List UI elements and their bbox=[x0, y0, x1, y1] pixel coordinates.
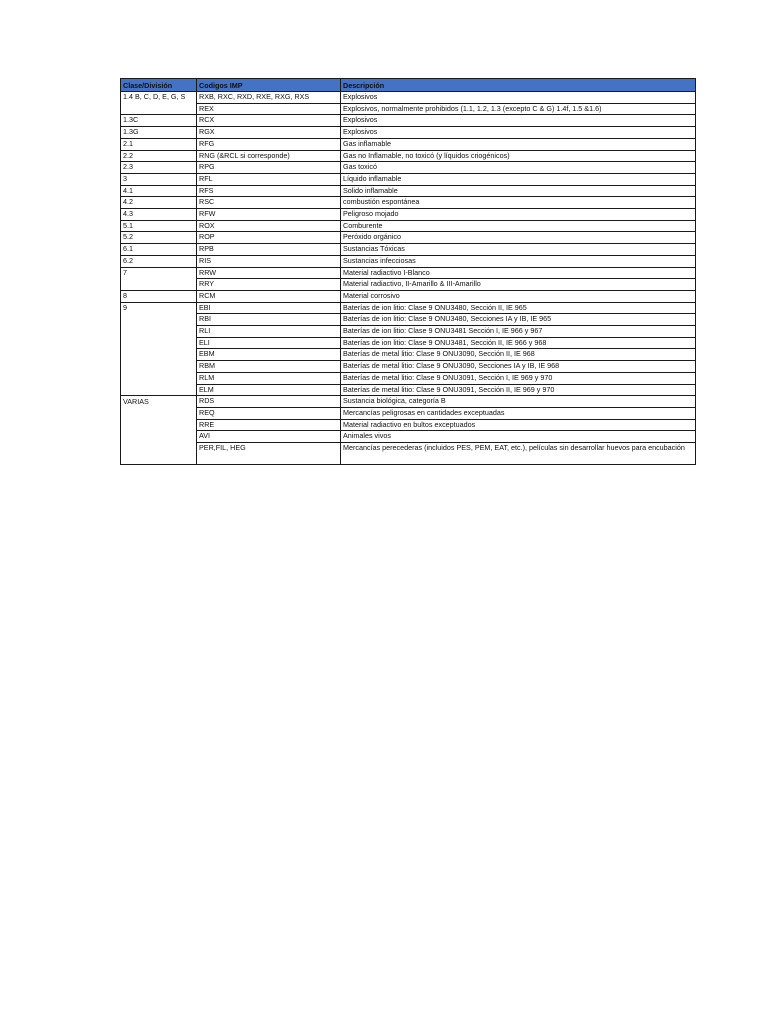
table-row bbox=[121, 220, 696, 232]
cell-descripcion: Baterías de ion litio: Clase 9 ONU3481 Sección I, IE 966 y 967 bbox=[341, 326, 696, 338]
cell-descripcion: Sustancia biológica, categoría B bbox=[341, 396, 696, 408]
cell-descripcion: Explosivos bbox=[341, 92, 696, 104]
cell-descripcion: Baterías de metal litio: Clase 9 ONU3090, Secciones IA y IB, IE 968 bbox=[341, 361, 696, 373]
cell-descripcion: Gas no Inflamable, no toxicó (y líquidos criogénicos) bbox=[341, 150, 696, 162]
table-row bbox=[121, 150, 696, 162]
cell-clase-division bbox=[121, 443, 197, 465]
cell-clase-division: 5.1 bbox=[121, 220, 197, 232]
cell-clase-division bbox=[121, 372, 197, 384]
cell-codigo-imp: RRW bbox=[197, 267, 341, 279]
cell-codigo-imp: RDS bbox=[197, 396, 341, 408]
table-row bbox=[121, 372, 696, 384]
cell-codigo-imp: ROX bbox=[197, 220, 341, 232]
table-row bbox=[121, 337, 696, 349]
cell-codigo-imp: RPB bbox=[197, 244, 341, 256]
table-row bbox=[121, 302, 696, 314]
cell-clase-division bbox=[121, 337, 197, 349]
cell-clase-division bbox=[121, 103, 197, 115]
table-row bbox=[121, 290, 696, 302]
table-row bbox=[121, 255, 696, 267]
cell-clase-division: 9 bbox=[121, 302, 197, 314]
cell-descripcion: Baterías de ion litio: Clase 9 ONU3480, Secciones IA y IB, IE 965 bbox=[341, 314, 696, 326]
cell-clase-division bbox=[121, 349, 197, 361]
cell-clase-division: 2.2 bbox=[121, 150, 197, 162]
cell-codigo-imp: PER,FIL, HEG bbox=[197, 443, 341, 465]
table-row bbox=[121, 173, 696, 185]
cell-clase-division: 1.3C bbox=[121, 115, 197, 127]
cell-codigo-imp: RPG bbox=[197, 162, 341, 174]
cell-descripcion: combustión espontánea bbox=[341, 197, 696, 209]
table-body bbox=[121, 92, 696, 465]
cell-descripcion: Explosivos, normalmente prohibidos (1.1, 1.2, 1.3 (excepto C & G) 1.4f, 1.5 &1.6) bbox=[341, 103, 696, 115]
table-row bbox=[121, 279, 696, 291]
header-codigos-imp: Codigos IMP bbox=[197, 79, 341, 92]
cell-descripcion: Solido inflamable bbox=[341, 185, 696, 197]
cell-clase-division: 4.1 bbox=[121, 185, 197, 197]
cell-clase-division: 3 bbox=[121, 173, 197, 185]
cell-clase-division: VARIAS bbox=[121, 396, 197, 408]
cell-codigo-imp: RRE bbox=[197, 419, 341, 431]
dangerous-goods-codes-table bbox=[120, 78, 696, 465]
cell-descripcion: Explosivos bbox=[341, 115, 696, 127]
cell-descripcion: Comburente bbox=[341, 220, 696, 232]
cell-codigo-imp: RNG (&RCL si corresponde) bbox=[197, 150, 341, 162]
cell-codigo-imp: RLM bbox=[197, 372, 341, 384]
cell-codigo-imp: REX bbox=[197, 103, 341, 115]
cell-codigo-imp: EBI bbox=[197, 302, 341, 314]
cell-clase-division bbox=[121, 419, 197, 431]
cell-descripcion: Sustancias Tóxicas bbox=[341, 244, 696, 256]
cell-codigo-imp: RCM bbox=[197, 290, 341, 302]
table-row bbox=[121, 407, 696, 419]
cell-descripcion: Material radiactivo, II-Amarillo & III-Amarillo bbox=[341, 279, 696, 291]
cell-clase-division: 7 bbox=[121, 267, 197, 279]
cell-descripcion: Peróxido orgánico bbox=[341, 232, 696, 244]
cell-clase-division: 2.3 bbox=[121, 162, 197, 174]
cell-descripcion: Baterías de metal litio: Clase 9 ONU3091, Sección I, IE 969 y 970 bbox=[341, 372, 696, 384]
cell-codigo-imp: ELM bbox=[197, 384, 341, 396]
table-row bbox=[121, 244, 696, 256]
cell-descripcion: Gas inflamable bbox=[341, 138, 696, 150]
table-row bbox=[121, 232, 696, 244]
cell-codigo-imp: RFL bbox=[197, 173, 341, 185]
cell-clase-division bbox=[121, 407, 197, 419]
cell-codigo-imp: REQ bbox=[197, 407, 341, 419]
cell-codigo-imp: RFG bbox=[197, 138, 341, 150]
table-row bbox=[121, 138, 696, 150]
cell-descripcion: Mercancías perecederas (incluidos PES, PEM, EAT, etc.), películas sin desarrollar huevos para encubación bbox=[341, 443, 696, 465]
cell-descripcion: Sustancias infecciosas bbox=[341, 255, 696, 267]
cell-clase-division bbox=[121, 431, 197, 443]
table-row bbox=[121, 209, 696, 221]
cell-clase-division bbox=[121, 326, 197, 338]
table-row bbox=[121, 185, 696, 197]
cell-codigo-imp: RXB, RXC, RXD, RXE, RXG, RXS bbox=[197, 92, 341, 104]
cell-descripcion: Baterías de ion litio: Clase 9 ONU3481, Sección II, IE 966 y 968 bbox=[341, 337, 696, 349]
table-row bbox=[121, 431, 696, 443]
cell-descripcion: Mercancías peligrosas en cantidades exceptuadas bbox=[341, 407, 696, 419]
cell-descripcion: Baterías de metal litio: Clase 9 ONU3090, Sección II, IE 968 bbox=[341, 349, 696, 361]
table-row bbox=[121, 127, 696, 139]
cell-codigo-imp: AVI bbox=[197, 431, 341, 443]
cell-descripcion: Peligroso mojado bbox=[341, 209, 696, 221]
cell-clase-division: 6.2 bbox=[121, 255, 197, 267]
table-row bbox=[121, 162, 696, 174]
cell-clase-division bbox=[121, 314, 197, 326]
table-row bbox=[121, 419, 696, 431]
cell-descripcion: Gas toxicó bbox=[341, 162, 696, 174]
table-row bbox=[121, 326, 696, 338]
table-row bbox=[121, 396, 696, 408]
cell-codigo-imp: RBM bbox=[197, 361, 341, 373]
cell-codigo-imp: RCX bbox=[197, 115, 341, 127]
cell-descripcion: Baterías de ion litio: Clase 9 ONU3480, Sección II, IE 965 bbox=[341, 302, 696, 314]
cell-codigo-imp: RIS bbox=[197, 255, 341, 267]
header-descripcion: Descripción bbox=[341, 79, 696, 92]
table-row bbox=[121, 443, 696, 465]
table-row bbox=[121, 267, 696, 279]
cell-codigo-imp: RGX bbox=[197, 127, 341, 139]
cell-codigo-imp: RFS bbox=[197, 185, 341, 197]
cell-codigo-imp: RBI bbox=[197, 314, 341, 326]
header-clase-division: Clase/División bbox=[121, 79, 197, 92]
table-header-row bbox=[121, 79, 696, 92]
cell-clase-division: 8 bbox=[121, 290, 197, 302]
cell-descripcion: Animales vivos bbox=[341, 431, 696, 443]
cell-clase-division: 2.1 bbox=[121, 138, 197, 150]
table-row bbox=[121, 92, 696, 104]
cell-codigo-imp: RFW bbox=[197, 209, 341, 221]
cell-clase-division: 1.4 B, C, D, E, G, S bbox=[121, 92, 197, 104]
cell-descripcion: Material radiactivo en bultos exceptuados bbox=[341, 419, 696, 431]
cell-descripcion: Material radiactivo I-Blanco bbox=[341, 267, 696, 279]
cell-descripcion: Líquido inflamable bbox=[341, 173, 696, 185]
cell-codigo-imp: EBM bbox=[197, 349, 341, 361]
cell-clase-division: 1.3G bbox=[121, 127, 197, 139]
table-row bbox=[121, 361, 696, 373]
cell-descripcion: Material corrosivo bbox=[341, 290, 696, 302]
cell-clase-division: 6.1 bbox=[121, 244, 197, 256]
cell-clase-division: 4.3 bbox=[121, 209, 197, 221]
table-row bbox=[121, 197, 696, 209]
cell-descripcion: Explosivos bbox=[341, 127, 696, 139]
table-row bbox=[121, 314, 696, 326]
cell-clase-division: 5.2 bbox=[121, 232, 197, 244]
cell-clase-division bbox=[121, 361, 197, 373]
table-row bbox=[121, 384, 696, 396]
cell-clase-division: 4.2 bbox=[121, 197, 197, 209]
cell-codigo-imp: ELI bbox=[197, 337, 341, 349]
table-row bbox=[121, 115, 696, 127]
cell-clase-division bbox=[121, 384, 197, 396]
cell-codigo-imp: RLI bbox=[197, 326, 341, 338]
cell-codigo-imp: RSC bbox=[197, 197, 341, 209]
cell-codigo-imp: RRY bbox=[197, 279, 341, 291]
table-row bbox=[121, 349, 696, 361]
cell-descripcion: Baterías de metal litio: Clase 9 ONU3091, Sección II, IE 969 y 970 bbox=[341, 384, 696, 396]
cell-clase-division bbox=[121, 279, 197, 291]
table-row bbox=[121, 103, 696, 115]
cell-codigo-imp: ROP bbox=[197, 232, 341, 244]
